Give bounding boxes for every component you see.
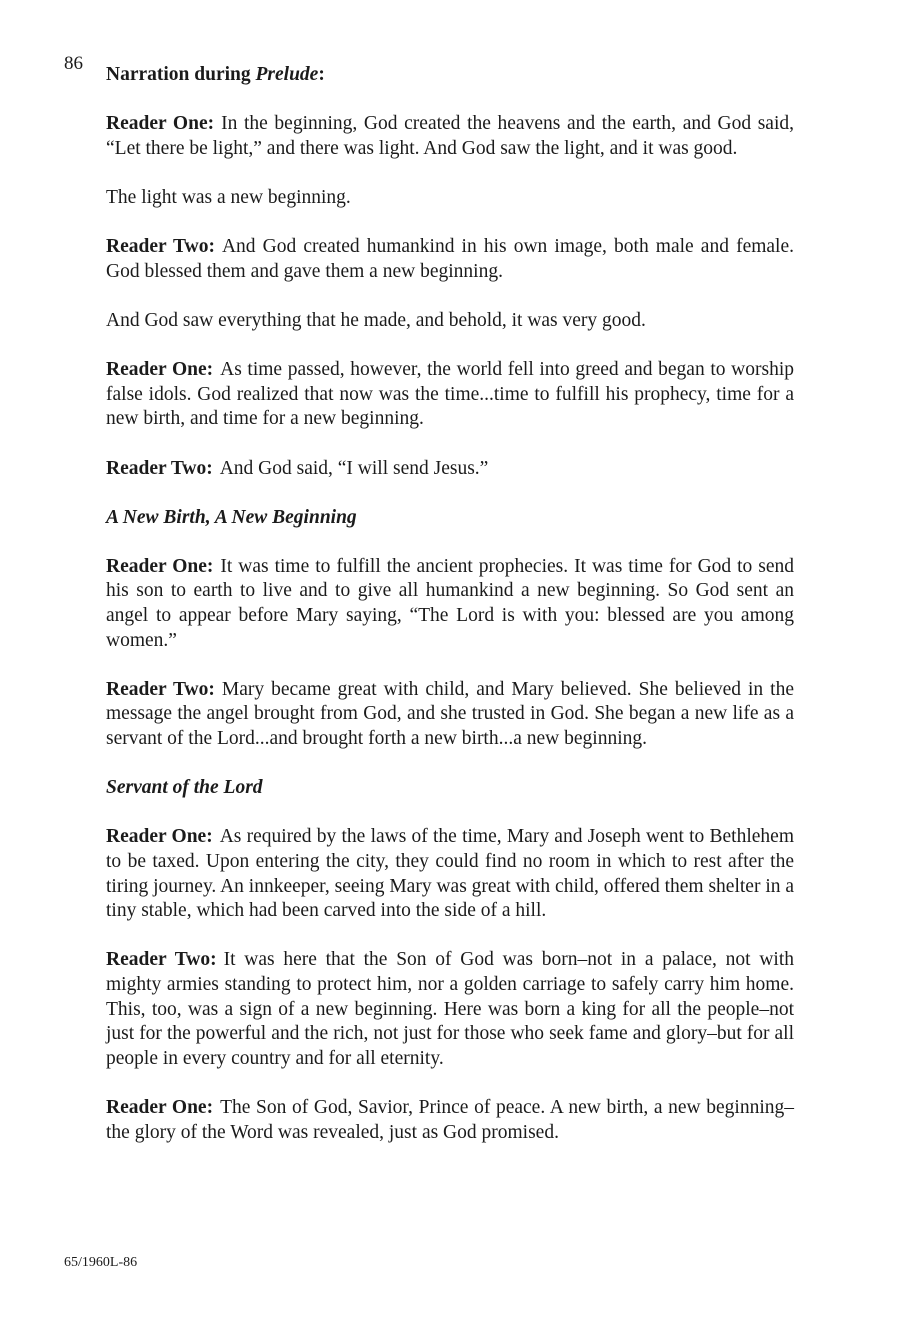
speaker-label: Reader Two: bbox=[106, 457, 213, 479]
paragraph-reader-one-2 bbox=[106, 358, 794, 432]
paragraph-narration-1 bbox=[106, 186, 794, 211]
paragraph-text: As required by the laws of the time, Mary and Joseph went to Bethlehem to be taxed. Upon entering the city, they could find no room in which to rest after the tiring journey. An innkeeper, seeing Mary was great with child, offered them shelter in a tiny stable, which had been carved into the side of a hill. bbox=[106, 826, 795, 922]
speaker-label: Reader One: bbox=[106, 1096, 214, 1118]
paragraph-reader-one-1 bbox=[106, 112, 794, 161]
paragraph-reader-one-4 bbox=[106, 825, 794, 923]
paragraph-text: It was here that the Son of God was born–not in a palace, not with mighty armies standing to protect him, nor a golden carriage to safely carry him home. This, too, was a sign of a new beginning. Here was born a king for all the people–not just for the powerful and the rich, not just for those who seek fame and glory–but for all people in every country and for all eternity. bbox=[106, 949, 794, 1069]
paragraph-reader-one-5 bbox=[106, 1096, 794, 1145]
paragraph-text: And God said, “I will send Jesus.” bbox=[219, 457, 489, 479]
speaker-label: Reader One: bbox=[106, 555, 214, 577]
section-title-emphasis: Prelude bbox=[255, 64, 319, 85]
subheading-servant: Servant of the Lord bbox=[106, 777, 263, 799]
section-title-label: Narration during bbox=[106, 64, 256, 85]
paragraph-narration-2 bbox=[106, 309, 794, 334]
narration-body bbox=[106, 63, 794, 1170]
paragraph-text: As time passed, however, the world fell into greed and began to worship false idols. God realized that now was the time...time to fulfill his prophecy, time for a new birth, and time for a new beginning. bbox=[106, 359, 795, 430]
paragraph-text: In the beginning, God created the heavens and the earth, and God said, “Let there be light,” and there was light. And God saw the light, and it was good. bbox=[106, 113, 794, 159]
paragraph-text: And God saw everything that he made, and behold, it was very good. bbox=[106, 309, 646, 331]
paragraph-reader-two-1 bbox=[106, 235, 794, 284]
paragraph-text: It was time to fulfill the ancient prophecies. It was time for God to send his son to earth to live and to give all humankind a new beginning. So God sent an angel to appear before Mary saying, “The Lord is with you: blessed are you among women.” bbox=[106, 555, 795, 651]
page-number: 86 bbox=[64, 53, 83, 74]
speaker-label: Reader One: bbox=[106, 359, 214, 381]
paragraph-reader-one-3 bbox=[106, 555, 794, 653]
speaker-label: Reader One: bbox=[106, 113, 215, 135]
section-title bbox=[106, 63, 794, 88]
footer-code: 65/1960L-86 bbox=[64, 1255, 138, 1270]
paragraph-text: And God created humankind in his own image, both male and female. God blessed them and gave them a new beginning. bbox=[106, 236, 794, 282]
speaker-label: Reader Two: bbox=[106, 236, 215, 258]
paragraph-reader-two-4 bbox=[106, 948, 794, 1071]
subheading-new-birth: A New Birth, A New Beginning bbox=[106, 506, 357, 528]
paragraph-text: The light was a new beginning. bbox=[106, 186, 351, 208]
paragraph-text: The Son of God, Savior, Prince of peace. A new birth, a new beginning–the glory of the Word was revealed, just as God promised. bbox=[106, 1096, 794, 1143]
section-title-colon: : bbox=[318, 64, 325, 85]
paragraph-reader-two-2 bbox=[106, 457, 794, 482]
paragraph-text: Mary became great with child, and Mary believed. She believed in the message the angel brought from God, and she trusted in God. She began a new life as a servant of the Lord...and brought forth a new birth...a new beginning. bbox=[106, 678, 795, 750]
speaker-label: Reader Two: bbox=[106, 678, 215, 700]
speaker-label: Reader Two: bbox=[106, 949, 217, 971]
speaker-label: Reader One: bbox=[106, 826, 213, 848]
paragraph-reader-two-3 bbox=[106, 678, 794, 752]
